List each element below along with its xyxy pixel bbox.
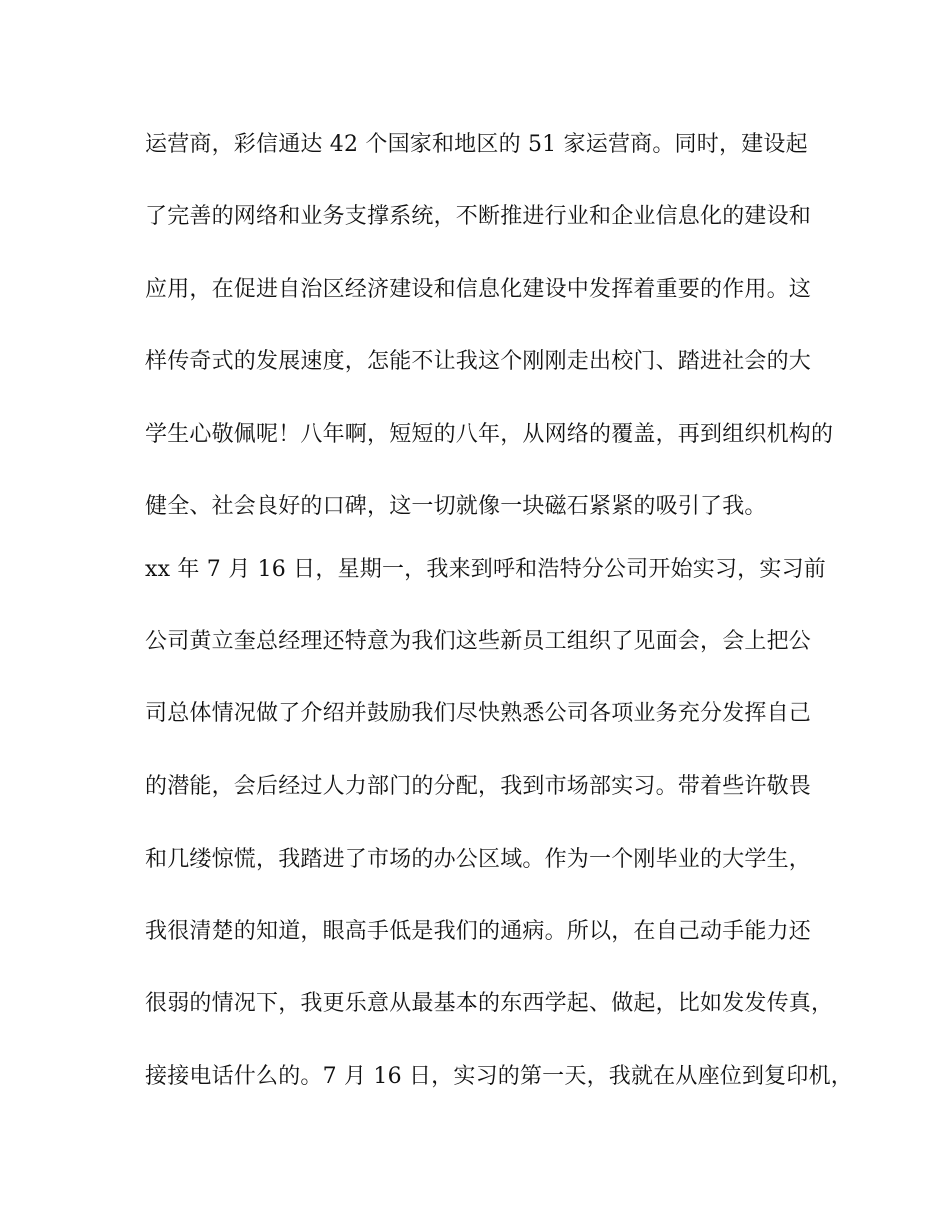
paragraph-line-9: 司总体情况做了介绍并鼓励我们尽快熟悉公司各项业务充分发挥自己 <box>145 701 812 726</box>
paragraph-line-13: 很弱的情况下，我更乐意从最基本的东西学起、做起，比如发发传真， <box>145 991 834 1016</box>
paragraph-line-3: 应用，在促进自治区经济建设和信息化建设中发挥着重要的作用。这 <box>145 277 812 302</box>
paragraph-line-14: 接接电话什么的。7 月 16 日，实习的第一天，我就在从座位到复印机， <box>145 1064 853 1089</box>
paragraph-line-5: 学生心敬佩呢！八年啊，短短的八年，从网络的覆盖，再到组织机构的 <box>145 422 834 447</box>
paragraph-line-11: 和几缕惊慌，我踏进了市场的办公区域。作为一个刚毕业的大学生， <box>145 847 812 872</box>
paragraph-line-2: 了完善的网络和业务支撑系统，不断推进行业和企业信息化的建设和 <box>145 204 812 229</box>
paragraph-line-4: 样传奇式的发展速度，怎能不让我这个刚刚走出校门、踏进社会的大 <box>145 349 812 374</box>
paragraph-line-10: 的潜能，会后经过人力部门的分配，我到市场部实习。带着些许敬畏 <box>145 774 812 799</box>
paragraph-line-6: 健全、社会良好的口碑，这一切就像一块磁石紧紧的吸引了我。 <box>145 494 767 519</box>
paragraph-line-12: 我很清楚的知道，眼高手低是我们的通病。所以，在自己动手能力还 <box>145 919 812 944</box>
paragraph-line-8: 公司黄立奎总经理还特意为我们这些新员工组织了见面会，会上把公 <box>145 629 812 654</box>
paragraph-line-7: xx 年 7 月 16 日，星期一，我来到呼和浩特分公司开始实习，实习前 <box>145 557 826 582</box>
paragraph-line-1: 运营商，彩信通达 42 个国家和地区的 51 家运营商。同时，建设起 <box>145 132 808 157</box>
